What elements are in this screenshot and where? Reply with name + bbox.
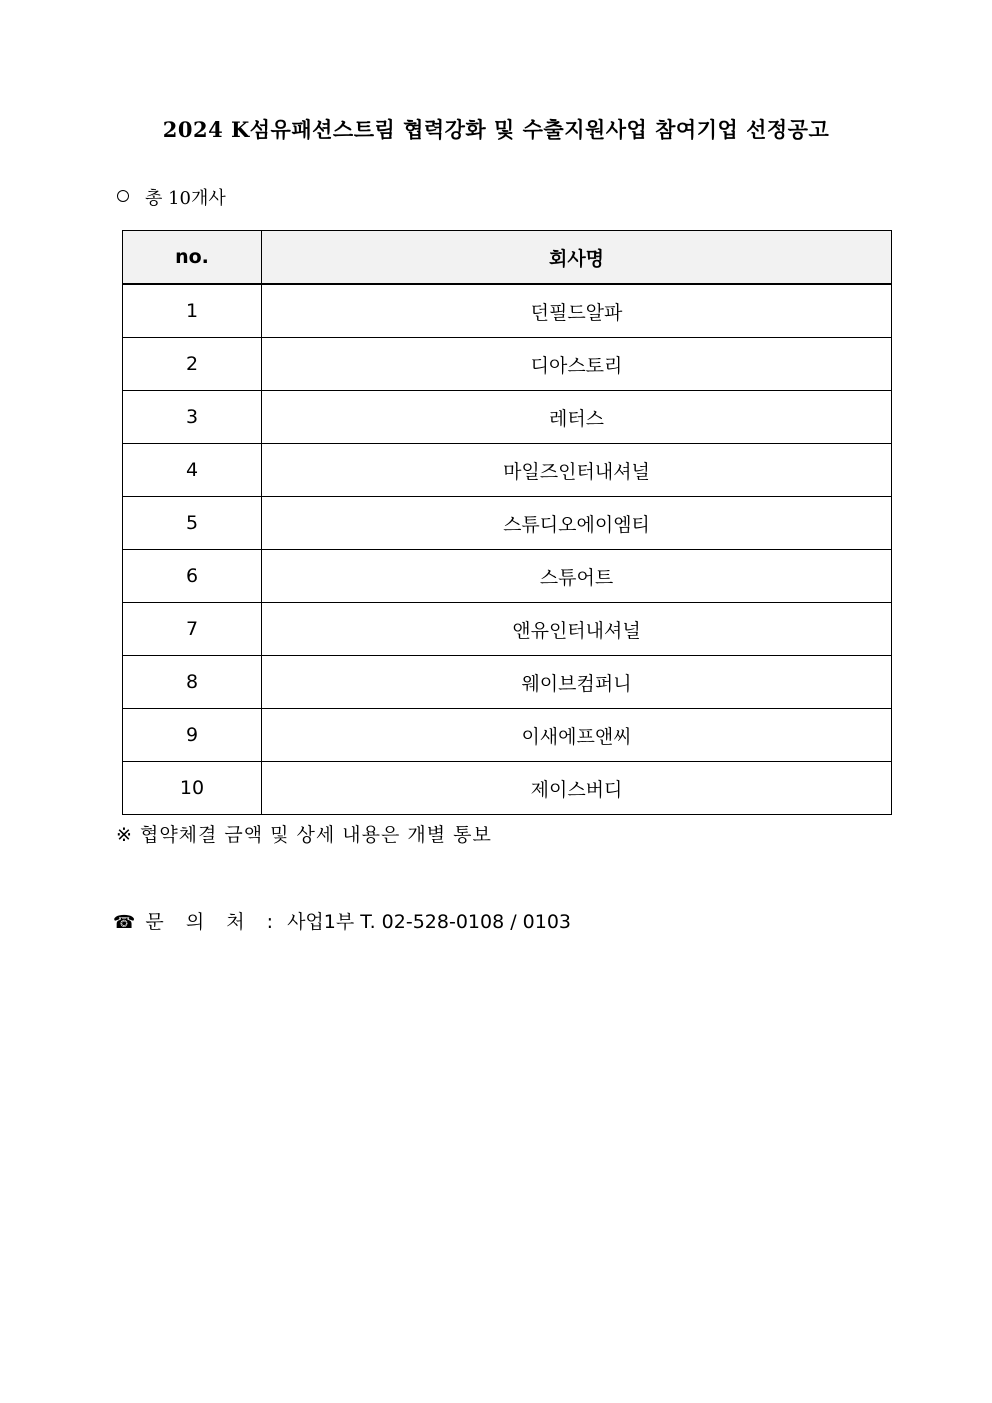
row-no: 1 xyxy=(123,284,262,338)
table-row xyxy=(123,497,892,550)
row-no: 2 xyxy=(123,338,262,391)
contact-value: 사업1부 T. 02-528-0108 / 0103 xyxy=(287,911,572,933)
row-company: 앤유인터내셔널 xyxy=(262,603,892,656)
table-row xyxy=(123,603,892,656)
table-row xyxy=(123,444,892,497)
row-company: 스튜어트 xyxy=(262,550,892,603)
row-company: 스튜디오에이엠티 xyxy=(262,497,892,550)
notice-note: ※ 협약체결 금액 및 상세 내용은 개별 통보 xyxy=(116,824,492,846)
row-no: 8 xyxy=(123,656,262,709)
header-no: no. xyxy=(123,231,262,285)
row-company: 레터스 xyxy=(262,391,892,444)
row-no: 4 xyxy=(123,444,262,497)
table-row xyxy=(123,284,892,338)
row-company: 제이스버디 xyxy=(262,762,892,815)
table-row xyxy=(123,338,892,391)
row-company: 마일즈인터내셔널 xyxy=(262,444,892,497)
table-row xyxy=(123,550,892,603)
row-no: 6 xyxy=(123,550,262,603)
row-company: 웨이브컴퍼니 xyxy=(262,656,892,709)
row-company: 디아스토리 xyxy=(262,338,892,391)
row-company: 던필드알파 xyxy=(262,284,892,338)
circle-bullet-icon xyxy=(117,190,129,202)
row-company: 이새에프앤씨 xyxy=(262,709,892,762)
page-title: 2024 K섬유패션스트림 협력강화 및 수출지원사업 참여기업 선정공고 xyxy=(162,117,830,142)
contact-label: 문 의 처 : xyxy=(145,911,282,933)
table-row xyxy=(123,656,892,709)
row-no: 5 xyxy=(123,497,262,550)
table-row xyxy=(123,762,892,815)
company-table xyxy=(122,230,892,815)
row-no: 7 xyxy=(123,603,262,656)
table-header-row xyxy=(123,231,892,285)
summary-text: 총 10개사 xyxy=(145,188,226,209)
phone-icon: ☎ xyxy=(113,912,136,933)
row-no: 9 xyxy=(123,709,262,762)
table-row xyxy=(123,709,892,762)
row-no: 10 xyxy=(123,762,262,815)
header-company: 회사명 xyxy=(262,231,892,285)
contact-line xyxy=(113,907,571,934)
summary-line xyxy=(117,184,226,210)
table-row xyxy=(123,391,892,444)
row-no: 3 xyxy=(123,391,262,444)
